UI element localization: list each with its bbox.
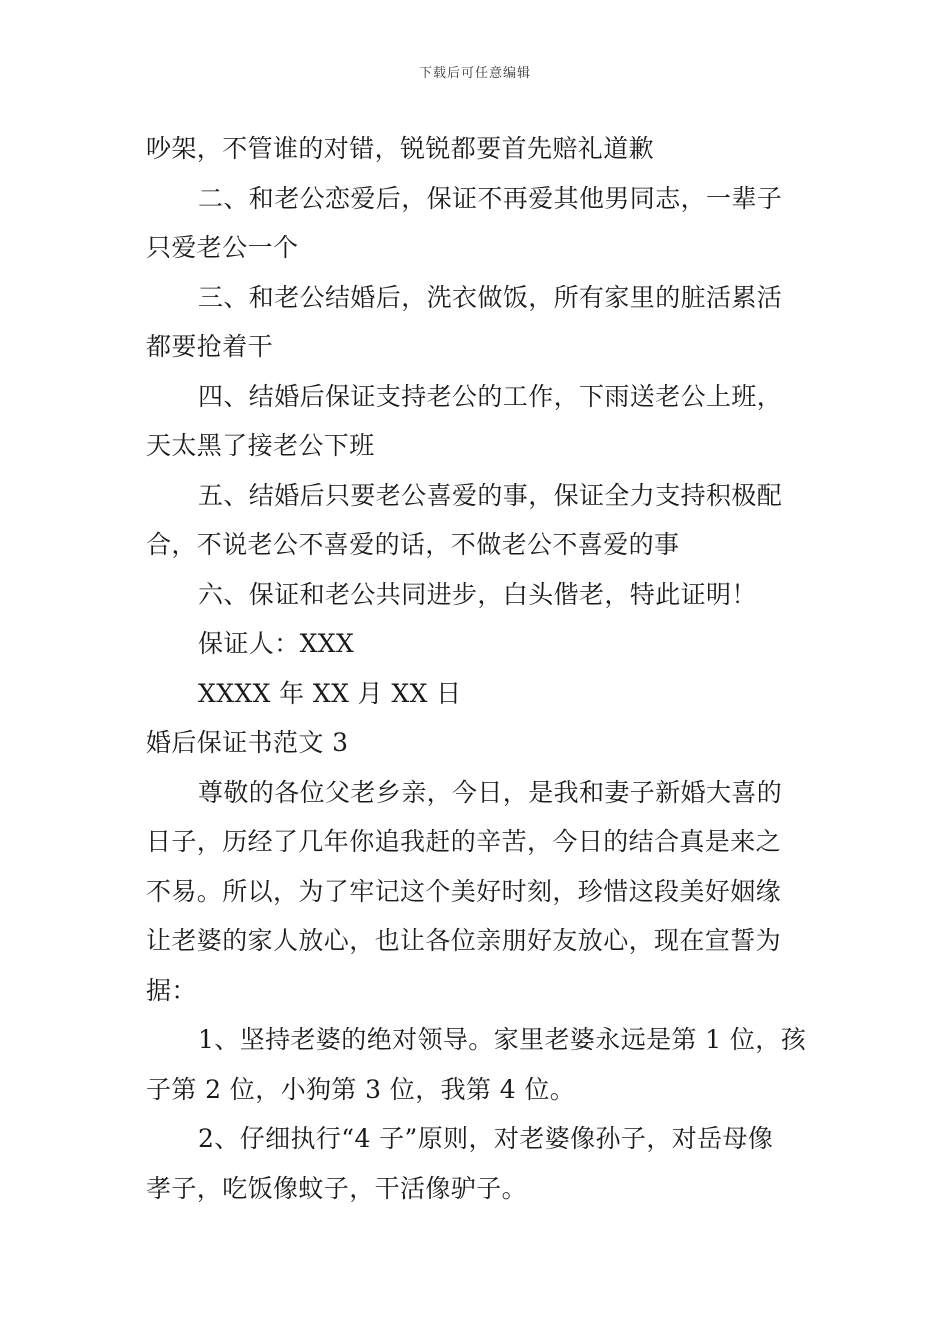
text-line: 三、和老公结婚后，洗衣做饭，所有家里的脏活累活: [198, 282, 783, 312]
text-line: XXXX 年 XX 月 XX 日: [198, 678, 462, 708]
text-line: 孝子，吃饭像蚊子，干活像驴子。: [146, 1173, 528, 1203]
text-line: 2、仔细执行“4 子”原则，对老婆像孙子，对岳母像: [198, 1124, 774, 1153]
text-line: 天太黑了接老公下班: [146, 431, 375, 460]
text-line: 1、坚持老婆的绝对领导。家里老婆永远是第 1 位，孩: [198, 1025, 807, 1054]
text-line: 五、结婚后只要老公喜爱的事，保证全力支持积极配: [198, 480, 783, 510]
text-line: 据：: [146, 975, 197, 1005]
text-line: 尊敬的各位父老乡亲，今日，是我和妻子新婚大喜的: [198, 777, 783, 807]
text-line: 让老婆的家人放心，也让各位亲朋好友放心，现在宣誓为: [146, 926, 782, 955]
text-line: 保证人：XXX: [198, 629, 355, 658]
text-line: 日子，历经了几年你追我赶的辛苦，今日的结合真是来之: [146, 827, 782, 856]
text-line: 不易。所以，为了牢记这个美好时刻，珍惜这段美好姻缘: [146, 876, 782, 906]
text-line: 合，不说老公不喜爱的话，不做老公不喜爱的事: [146, 530, 680, 559]
text-line: 子第 2 位，小狗第 3 位，我第 4 位。: [146, 1074, 576, 1104]
text-line: 二、和老公恋爱后，保证不再爱其他男同志，一辈子: [198, 183, 783, 213]
text-line: 都要抢着干: [146, 332, 274, 361]
text-line: 四、结婚后保证支持老公的工作，下雨送老公上班，: [198, 381, 783, 411]
text-line: 婚后保证书范文 3: [146, 728, 349, 757]
text-line: 六、保证和老公共同进步，白头偕老，特此证明！: [198, 579, 757, 609]
text-line: 吵架，不管谁的对错，锐锐都要首先赔礼道歉: [146, 134, 655, 163]
text-line: 只爱老公一个: [146, 233, 299, 262]
document-body: [146, 124, 811, 1213]
page-header: 下载后可任意编辑: [418, 66, 531, 81]
